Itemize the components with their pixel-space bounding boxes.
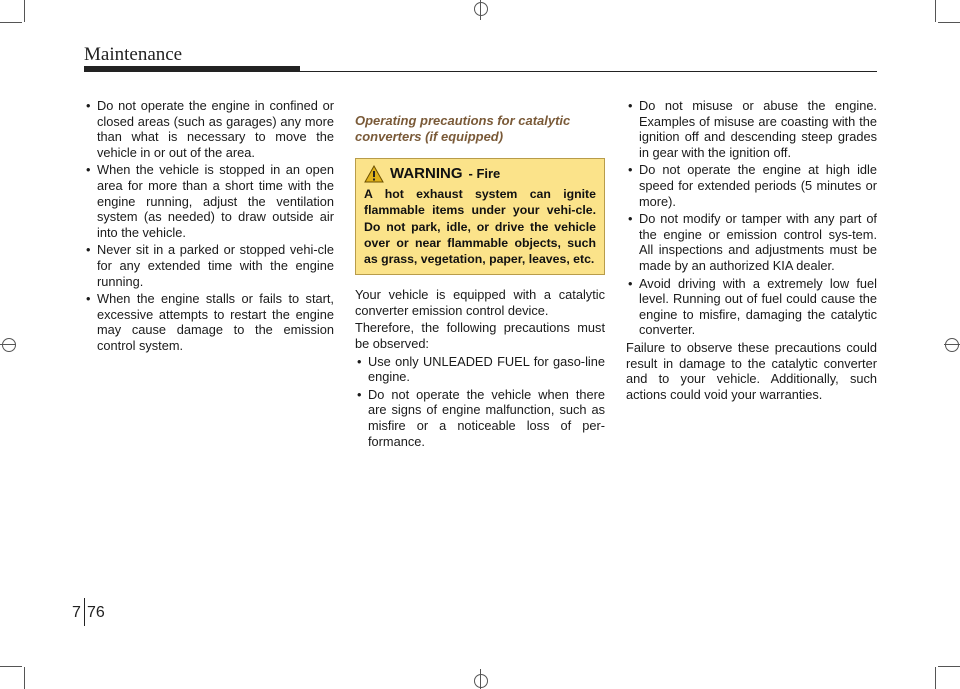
warning-header <box>364 165 596 183</box>
right-bullet-list <box>626 98 877 338</box>
registration-circle <box>474 2 488 16</box>
section-title: Maintenance <box>84 44 183 65</box>
crop-mark <box>935 0 936 22</box>
middle-column <box>355 113 605 451</box>
list-item: • Use only UNLEADED FUEL for gaso-line engine. <box>355 354 605 385</box>
warning-body: A hot exhaust system can ignite flammable items under your vehi-cle. Do not park, idle, or drive the vehicle over or near flammable objects, such as grass, vegetation, paper, leaves, etc. <box>364 187 596 266</box>
registration-circle <box>2 338 16 352</box>
list-item: • When the vehicle is stopped in an open area for more than a short time with the engine running, adjust the ventilation system (as needed) to draw outside air into the vehicle. <box>84 162 334 240</box>
crop-mark <box>938 666 960 667</box>
list-item: • Avoid driving with a extremely low fuel level. Running out of fuel could cause the engine to misfire, damaging the catalytic converter. <box>626 276 877 338</box>
header-bar <box>84 66 300 72</box>
crop-mark <box>24 0 25 22</box>
warning-triangle-icon <box>364 165 384 183</box>
list-item: • Do not operate the engine in confined or closed areas (such as garages) any more than what is necessary to move the vehicle in or out of the area. <box>84 98 334 160</box>
subheading: Operating precautions for catalytic converters (if equipped) <box>355 113 571 144</box>
warning-box <box>355 158 605 275</box>
left-column <box>84 98 334 356</box>
list-item: • Do not operate the vehicle when there are signs of engine malfunction, such as misfire or a noticeable loss of per-formance. <box>355 387 605 449</box>
crop-mark <box>0 666 22 667</box>
list-item: • Do not misuse or abuse the engine. Examples of misuse are coasting with the ignition off and descending steep grades in gear with the ignition off. <box>626 98 877 160</box>
header-rule <box>300 71 877 72</box>
footer-divider <box>84 598 85 626</box>
warning-title: WARNING <box>390 165 463 183</box>
paragraph: Therefore, the following precautions must be observed: <box>355 320 605 351</box>
middle-bullet-list <box>355 354 605 450</box>
registration-circle <box>945 338 959 352</box>
crop-mark <box>935 667 936 689</box>
list-item: • Do not modify or tamper with any part of the engine or emission control sys-tem. All inspections and adjustments must be made by an authorized KIA dealer. <box>626 211 877 273</box>
registration-circle <box>474 674 488 688</box>
page-number: 76 <box>87 604 105 621</box>
list-item: • Do not operate the engine at high idle speed for extended periods (5 minutes or more). <box>626 162 877 209</box>
crop-mark <box>24 667 25 689</box>
left-bullet-list <box>84 98 334 354</box>
closing-paragraph: Failure to observe these precautions could result in damage to the catalytic converter and to your vehicle. Additionally, such actions could void your warranties. <box>626 339 877 402</box>
crop-mark <box>0 22 22 23</box>
crop-mark <box>938 22 960 23</box>
list-item: • When the engine stalls or fails to start, excessive attempts to restart the engine may cause damage to the emission control system. <box>84 291 334 353</box>
list-item: • Never sit in a parked or stopped vehi-cle for any extended time with the engine running. <box>84 242 334 289</box>
chapter-number: 7 <box>72 604 81 621</box>
warning-subtitle: - Fire <box>468 166 501 182</box>
right-column <box>626 98 877 404</box>
paragraph: Your vehicle is equipped with a catalytic converter emission control device. <box>355 287 605 318</box>
